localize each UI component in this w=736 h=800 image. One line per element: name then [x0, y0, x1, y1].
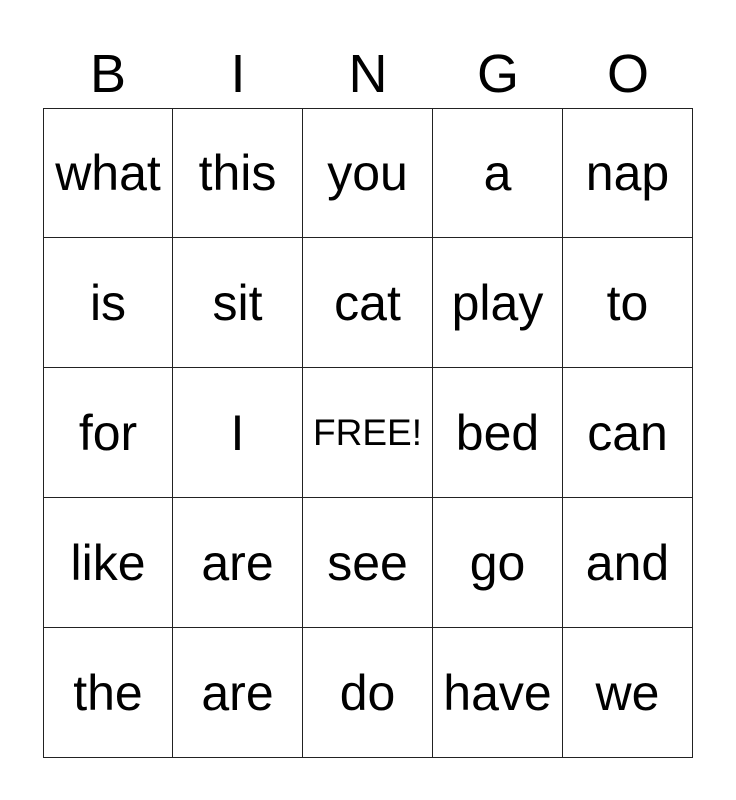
bingo-cell[interactable]: is: [43, 238, 173, 368]
bingo-cell[interactable]: this: [173, 108, 303, 238]
bingo-cell[interactable]: are: [173, 498, 303, 628]
bingo-cell[interactable]: a: [433, 108, 563, 238]
bingo-cell[interactable]: sit: [173, 238, 303, 368]
bingo-cell[interactable]: nap: [563, 108, 693, 238]
free-space-cell[interactable]: FREE!: [303, 368, 433, 498]
bingo-cell[interactable]: like: [43, 498, 173, 628]
bingo-board: [43, 108, 693, 757]
bingo-cell[interactable]: for: [43, 368, 173, 498]
header-letter-n: N: [348, 44, 388, 104]
bingo-header: [43, 40, 693, 108]
bingo-cell[interactable]: I: [173, 368, 303, 498]
header-letter-g: G: [476, 44, 519, 104]
bingo-cell[interactable]: and: [563, 498, 693, 628]
bingo-cell[interactable]: are: [173, 628, 303, 758]
bingo-cell[interactable]: see: [303, 498, 433, 628]
bingo-cell[interactable]: have: [433, 628, 563, 758]
bingo-cell[interactable]: go: [433, 498, 563, 628]
bingo-cell[interactable]: you: [303, 108, 433, 238]
header-letter-b: B: [89, 44, 127, 104]
bingo-cell[interactable]: the: [43, 628, 173, 758]
bingo-cell[interactable]: bed: [433, 368, 563, 498]
bingo-cell[interactable]: play: [433, 238, 563, 368]
bingo-cell[interactable]: cat: [303, 238, 433, 368]
bingo-cell[interactable]: can: [563, 368, 693, 498]
header-letter-o: O: [606, 44, 649, 104]
bingo-cell[interactable]: do: [303, 628, 433, 758]
bingo-cell[interactable]: we: [563, 628, 693, 758]
header-letter-i: I: [230, 44, 246, 104]
bingo-cell[interactable]: what: [43, 108, 173, 238]
bingo-cell[interactable]: to: [563, 238, 693, 368]
